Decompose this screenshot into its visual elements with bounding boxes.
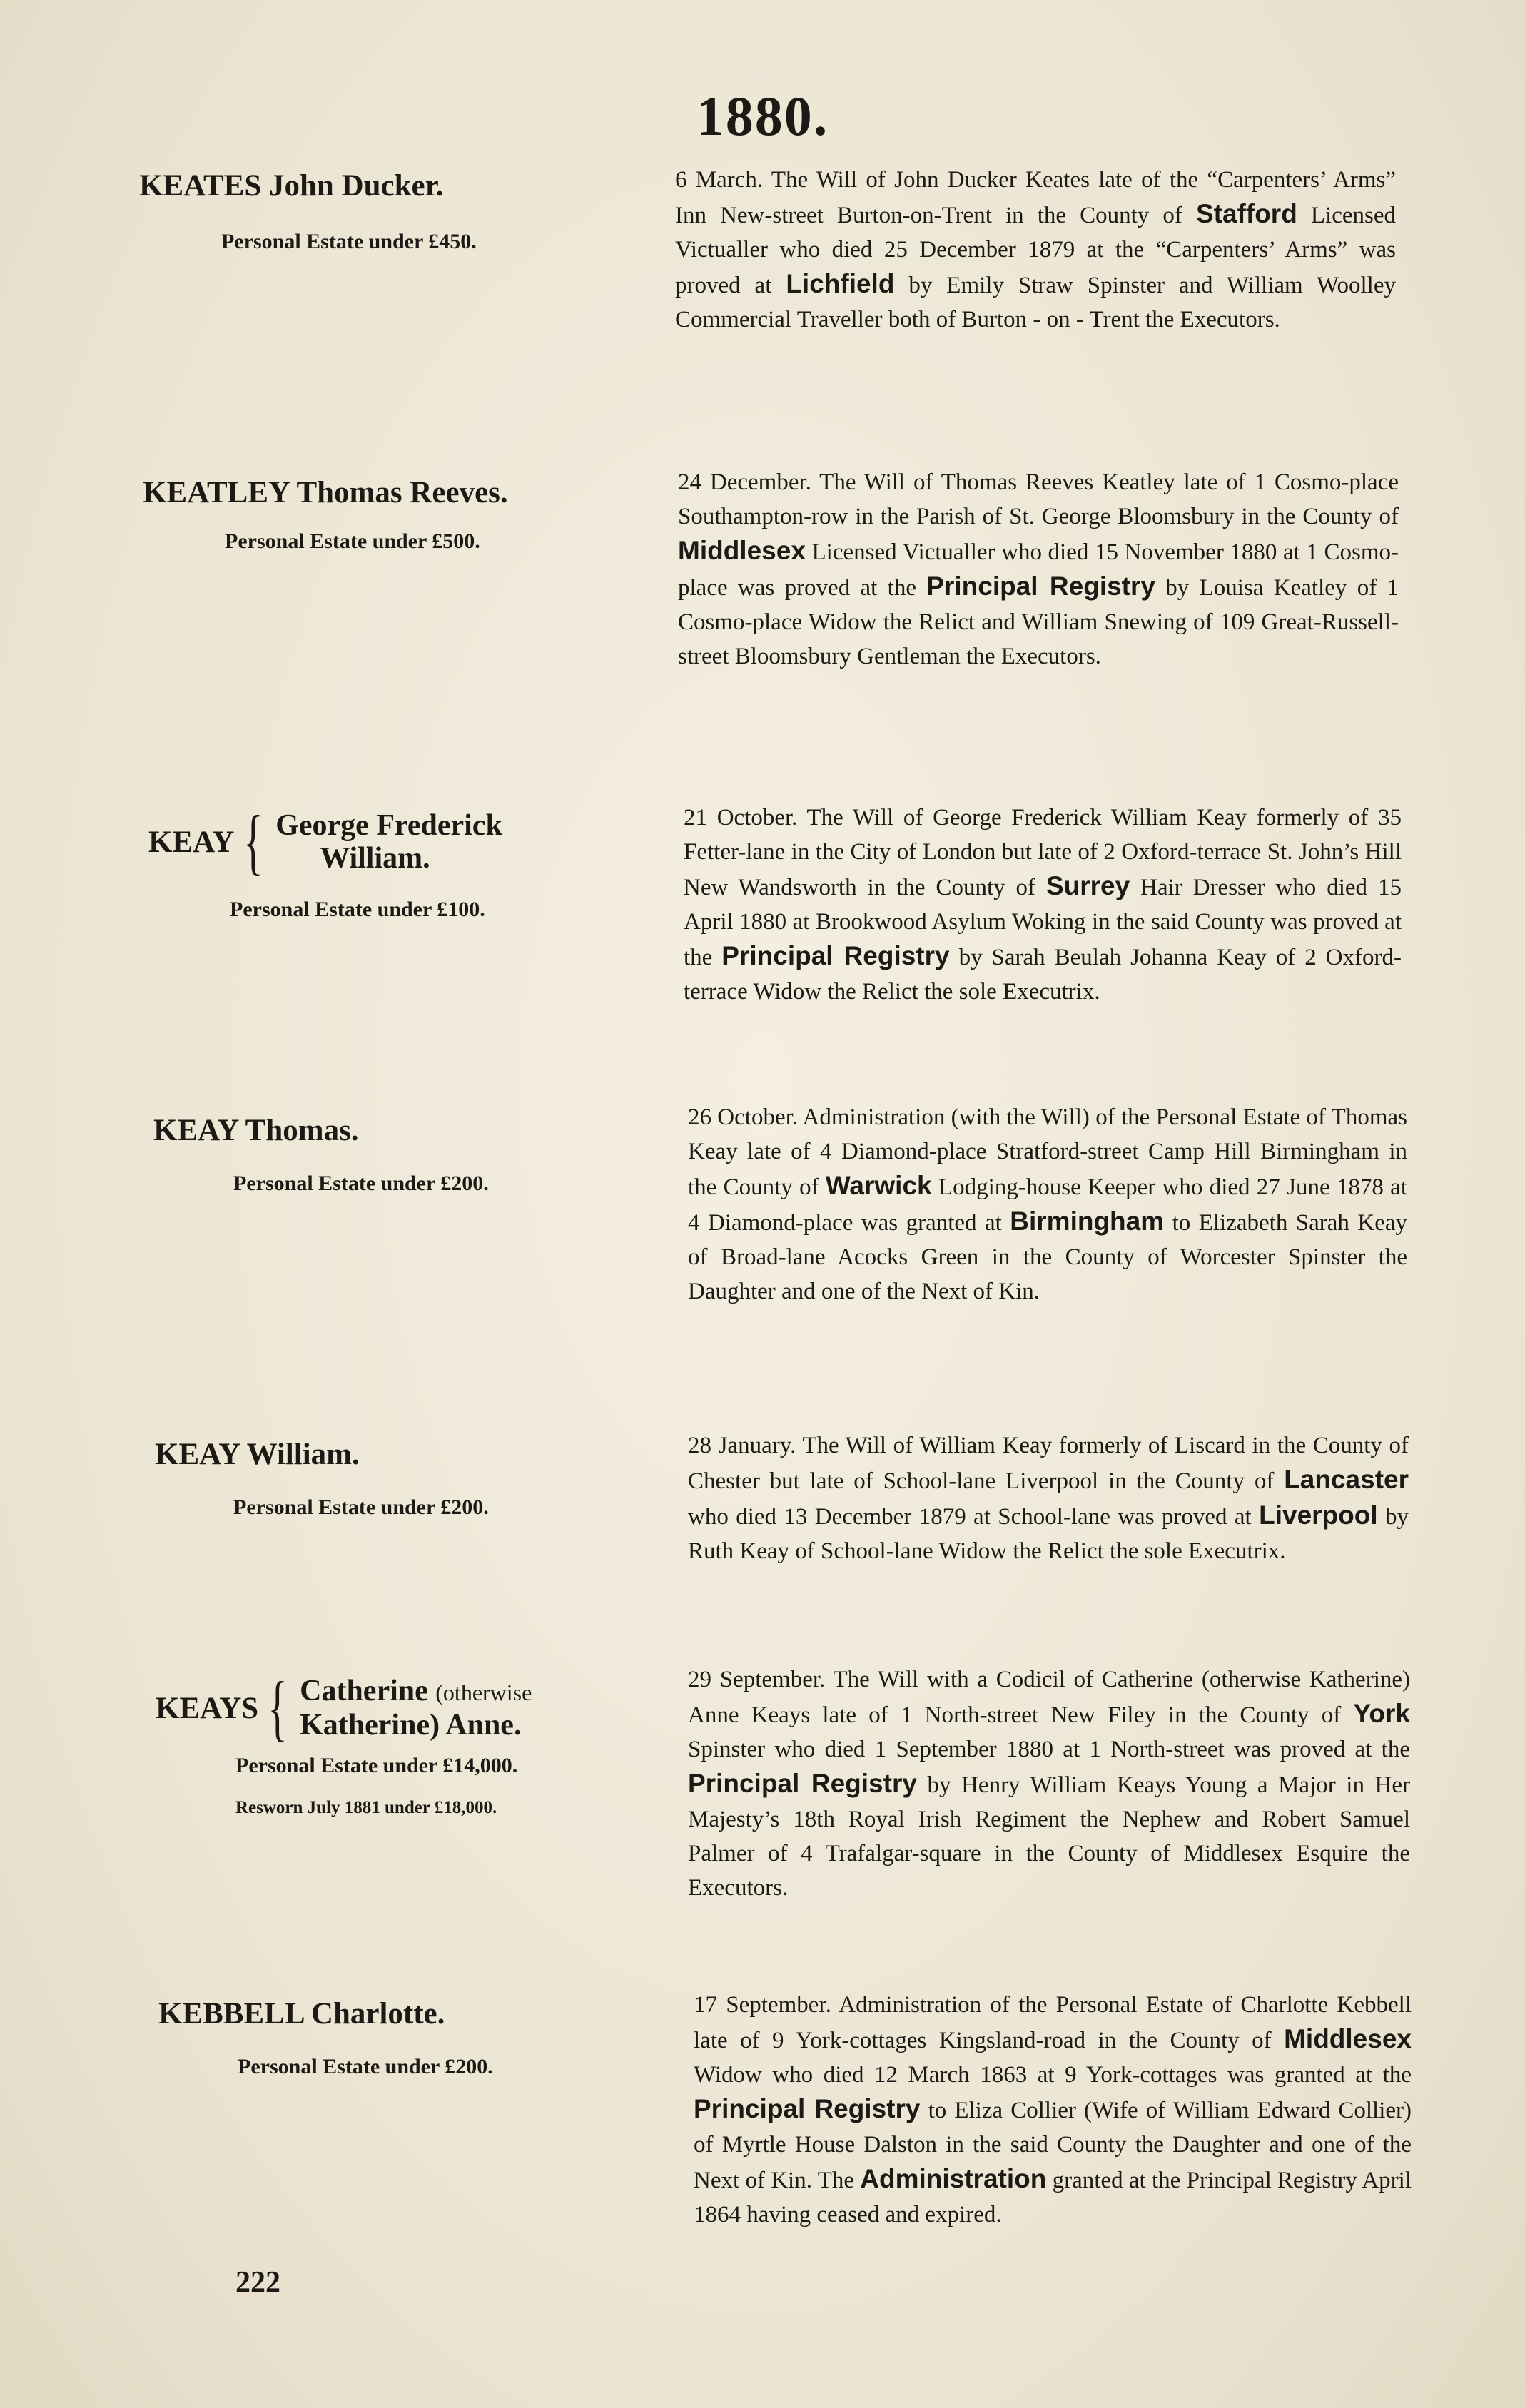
county-name: York (1353, 1699, 1410, 1728)
personal-estate: Personal Estate under £450. (221, 230, 477, 253)
registry-name: Liverpool (1259, 1500, 1378, 1530)
entry-text-part: to Eliza Collier (Wife of William Edward Collier) of Myrtle House Dalston in the said County the Daughter and one of the Next of Kin. The (694, 2098, 1412, 2193)
registry-name: Birmingham (1010, 1206, 1165, 1236)
entry-text-part: Hair Dresser who died 15 April 1880 at Brookwood Asylum Woking in the said County was proved at the (684, 875, 1402, 970)
entry-name: KEBBELL Charlotte. (158, 1997, 445, 2031)
county-name: Lancaster (1284, 1465, 1409, 1494)
resworn-note: Resworn July 1881 under £18,000. (235, 1798, 497, 1817)
administration-term: Administration (860, 2164, 1047, 2193)
entry-text-part: The Will of Thomas Reeves Keatley late of 1 Cosmo-place Southampton-row in the Parish of St. George Bloomsbury in the County of (678, 469, 1399, 529)
county-name: Middlesex (678, 536, 806, 565)
entry-date: 29 September. (688, 1667, 826, 1692)
entry-date: 28 January. (688, 1433, 796, 1458)
entry-text (675, 163, 1396, 337)
page-year: 1880. (696, 85, 829, 147)
personal-estate: Personal Estate under £100. (230, 898, 485, 921)
entry-text (694, 1988, 1412, 2232)
entry-text-part: by Henry William Keays Young a Major in Her Majesty’s 18th Royal Irish Regiment the Nephew and Robert Samuel Palmer of 4 Trafalgar-square in the County of Middlesex Esquire the Executors. (688, 1772, 1411, 1901)
entry-name: KEAY Thomas. (153, 1114, 359, 1147)
county-name: Stafford (1195, 199, 1297, 228)
entry-name (156, 1667, 532, 1749)
entry-text-part: The Will of George Frederick William Keay formerly of 35 Fetter-lane in the City of London but late of 2 Oxford-terrace St. John’s Hill New Wandsworth in the County of (684, 805, 1402, 900)
county-name: Middlesex (1284, 2024, 1412, 2053)
entry-text-part: The Will of John Ducker Keates late of the “Carpenters’ Arms” Inn New-street Burton-on-Trent in the County of (675, 167, 1396, 228)
entry-text (688, 1428, 1409, 1568)
given-name-note: (otherwise (435, 1680, 532, 1705)
entry-date: 24 December. (678, 469, 811, 495)
entry-date: 6 March. (675, 167, 764, 193)
entry-name: KEAY William. (155, 1438, 360, 1471)
entry-text-part: by Louisa Keatley of 1 Cosmo-place Widow the Relict and William Snewing of 109 Great-Russell-street Bloomsbury Gentleman the Executors. (678, 575, 1399, 669)
personal-estate: Personal Estate under £14,000. (235, 1754, 518, 1777)
entry-text-part: Lodging-house Keeper who died 27 June 1878 at 4 Diamond-place was granted at (688, 1174, 1407, 1236)
entry-text-part: who died 13 December 1879 at School-lane was proved at (688, 1504, 1260, 1530)
entry-text-part: Administration of the Personal Estate of Charlotte Kebbell late of 9 York-cottages Kingsland-road in the County of (694, 1992, 1412, 2053)
registry-name: Principal Registry (694, 2094, 921, 2123)
entry-text-part: The Will of William Keay formerly of Liscard in the County of Chester but late of School-lane Liverpool in the County of (688, 1433, 1409, 1494)
entry-text-part: Widow who died 12 March 1863 at 9 York-cottages was granted at the (694, 2062, 1412, 2088)
entry-text-part: Licensed Victualler who died 25 December 1879 at the “Carpenters’ Arms” was proved at (675, 203, 1396, 298)
registry-name: Principal Registry (688, 1769, 917, 1798)
entry-date: 17 September. (694, 1992, 831, 2018)
entry-text-part: Spinster who died 1 September 1880 at 1 North-street was proved at the (688, 1737, 1410, 1762)
brace-glyph: { (268, 1667, 288, 1749)
entry-text (678, 465, 1399, 674)
given-line-2: Katherine) Anne. (300, 1709, 522, 1742)
entry-given-names (275, 809, 502, 875)
given-line-2: William. (320, 842, 430, 875)
entry-text-part: by Emily Straw Spinster and William Woolley Commercial Traveller both of Burton - on - Trent the Executors. (675, 273, 1396, 332)
page-number: 222 (235, 2266, 280, 2299)
county-name: Warwick (825, 1171, 932, 1200)
entry-text-part: to Elizabeth Sarah Keay of Broad-lane Acocks Green in the County of Worcester Spinster the Daughter and one of the Next of Kin. (688, 1210, 1407, 1304)
entry-text (688, 1100, 1407, 1309)
entry-name: KEATES John Ducker. (139, 169, 444, 203)
entry-text (684, 801, 1402, 1009)
entry-text (688, 1662, 1410, 1905)
registry-name: Principal Registry (721, 941, 950, 970)
brace-glyph: { (243, 801, 263, 883)
entry-given-names (300, 1675, 532, 1742)
given-line-1: George Frederick (275, 809, 502, 842)
personal-estate: Personal Estate under £200. (233, 1172, 489, 1195)
entry-surname: KEAY (148, 825, 235, 859)
personal-estate: Personal Estate under £200. (238, 2055, 493, 2078)
given-name: Catherine (300, 1675, 428, 1707)
entry-text-part: Administration (with the Will) of the Personal Estate of Thomas Keay late of 4 Diamond-place Stratford-street Camp Hill Birmingham in the County of (688, 1104, 1407, 1200)
entry-date: 26 October. (688, 1104, 799, 1130)
given-line-1 (300, 1675, 532, 1709)
county-name: Surrey (1045, 871, 1130, 900)
entry-surname: KEAYS (156, 1691, 259, 1725)
entry-text-part: granted at the Principal Registry April 1864 having ceased and expired. (694, 2168, 1412, 2227)
registry-name: Lichfield (786, 269, 895, 298)
entry-text-part: by Sarah Beulah Johanna Keay of 2 Oxford-terrace Widow the Relict the sole Executrix. (684, 945, 1402, 1005)
entry-name: KEATLEY Thomas Reeves. (143, 476, 508, 509)
entry-text-part: The Will with a Codicil of Catherine (otherwise Katherine) Anne Keays late of 1 North-street New Filey in the County of (688, 1667, 1410, 1728)
personal-estate: Personal Estate under £500. (225, 529, 480, 553)
entry-name (148, 801, 502, 883)
entry-text-part: by Ruth Keay of School-lane Widow the Relict the sole Executrix. (688, 1504, 1409, 1564)
personal-estate: Personal Estate under £200. (233, 1495, 489, 1519)
entry-date: 21 October. (684, 805, 798, 830)
registry-name: Principal Registry (926, 571, 1155, 601)
entry-text-part: Licensed Victualler who died 15 November 1880 at 1 Cosmo-place was proved at the (678, 539, 1399, 601)
